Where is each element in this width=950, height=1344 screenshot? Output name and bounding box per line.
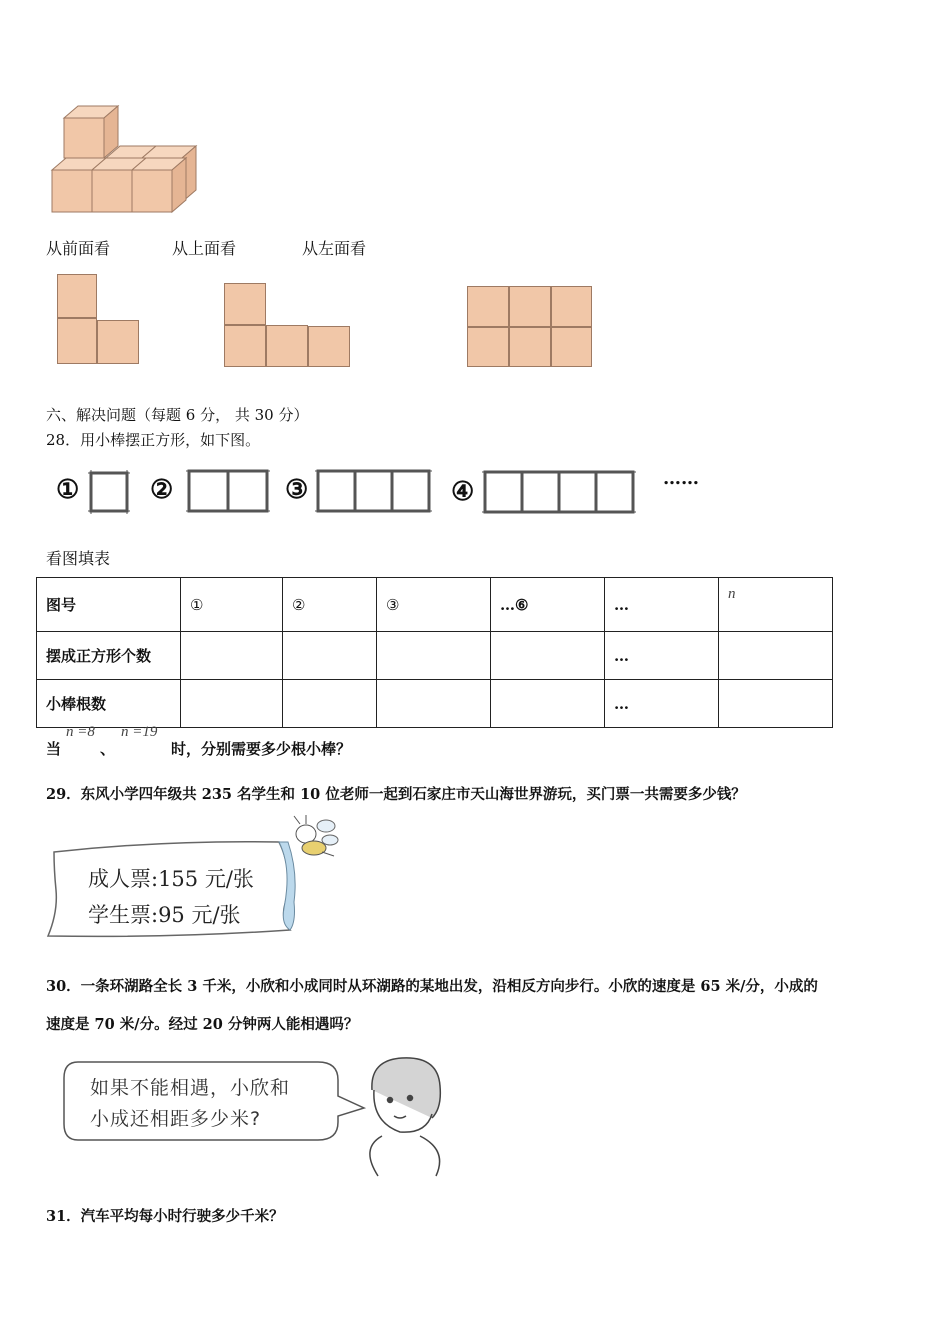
q28-n1: n =8 [66, 724, 95, 740]
question-28-text: 28．用小棒摆正方形，如下图。 [46, 431, 261, 449]
figure-label-3: ③ [285, 475, 309, 505]
table-row-header: 小棒根数 [37, 680, 181, 728]
q28-n2: n =19 [121, 724, 158, 740]
table-cell: ② [283, 578, 377, 632]
table-cell[interactable] [719, 632, 833, 680]
stick-figure-1 [86, 468, 132, 516]
cube-stack-illustration [48, 102, 208, 216]
top-view-square [224, 283, 266, 325]
math-n: n [728, 586, 736, 602]
student-ticket-price: 学生票:95 元/张 [88, 903, 241, 927]
boy-icon [370, 1058, 440, 1176]
question-30-line2: 速度是 70 米/分。经过 20 分钟两人能相遇吗？ [46, 1016, 359, 1033]
table-row [37, 632, 833, 680]
table-row-header: 摆成正方形个数 [37, 632, 181, 680]
top-view-square [224, 325, 266, 367]
q28-followup-suffix: 时，分别需要多少根小棒？ [171, 740, 352, 758]
table-cell[interactable] [283, 680, 377, 728]
figure-label-1: ① [56, 475, 80, 505]
left-view-square [509, 286, 551, 327]
left-view-square [467, 327, 509, 367]
table-cell: ③ [377, 578, 491, 632]
q28-separator: 、 [100, 740, 116, 758]
table-row [37, 680, 833, 728]
table-row [37, 578, 833, 632]
left-view-square [509, 327, 551, 367]
table-row-header: 图号 [37, 578, 181, 632]
table-cell[interactable] [181, 632, 283, 680]
bubble-line-2: 小成还相距多少米? [90, 1108, 262, 1130]
table-caption: 看图填表 [46, 549, 111, 568]
top-view-square [266, 325, 308, 367]
fill-in-table [36, 577, 833, 728]
top-view-square [308, 326, 350, 367]
table-cell[interactable] [181, 680, 283, 728]
question-31-text: 31．汽车平均每小时行驶多少千米？ [46, 1208, 284, 1225]
table-cell: … [605, 680, 719, 728]
table-cell: ① [181, 578, 283, 632]
table-cell[interactable] [377, 632, 491, 680]
table-cell[interactable] [491, 680, 605, 728]
bubble-line-1: 如果不能相遇，小欣和 [90, 1077, 291, 1099]
figure-label-4: ④ [451, 477, 475, 507]
table-cell: … [605, 578, 719, 632]
front-view-square [57, 274, 97, 318]
figure-ellipsis: …… [663, 468, 699, 489]
table-cell: … [605, 632, 719, 680]
table-cell: …⑥ [491, 578, 605, 632]
question-30-line1: 30．一条环湖路全长 3 千米，小欣和小成同时从环湖路的某地出发，沿相反方向步行。小欣的速度是 65 米/分，小成的 [46, 978, 818, 995]
left-view-label: 从左面看 [302, 239, 367, 258]
left-view-square [551, 327, 592, 367]
table-cell [719, 578, 833, 632]
question-29-text: 29．东风小学四年级共 235 名学生和 10 位老师一起到石家庄市天山海世界游玩，买门票一共需要多少钱？ [46, 786, 746, 803]
section-heading: 六、解决问题（每题 6 分， 共 30 分） [46, 406, 309, 424]
adult-ticket-price: 成人票:155 元/张 [88, 867, 254, 891]
front-view-square [57, 318, 97, 364]
stick-figure-3 [314, 466, 434, 516]
stick-figure-4 [481, 467, 637, 517]
table-cell[interactable] [377, 680, 491, 728]
q28-followup-prefix: 当 [46, 740, 62, 758]
bee-icon [294, 815, 338, 856]
left-view-square [551, 286, 592, 327]
table-cell[interactable] [491, 632, 605, 680]
figure-label-2: ② [150, 475, 174, 505]
front-view-square [97, 320, 139, 364]
table-cell[interactable] [283, 632, 377, 680]
front-view-label: 从前面看 [46, 239, 111, 258]
top-view-label: 从上面看 [172, 239, 237, 258]
stick-figure-2 [184, 466, 272, 516]
left-view-square [467, 286, 509, 327]
table-cell[interactable] [719, 680, 833, 728]
